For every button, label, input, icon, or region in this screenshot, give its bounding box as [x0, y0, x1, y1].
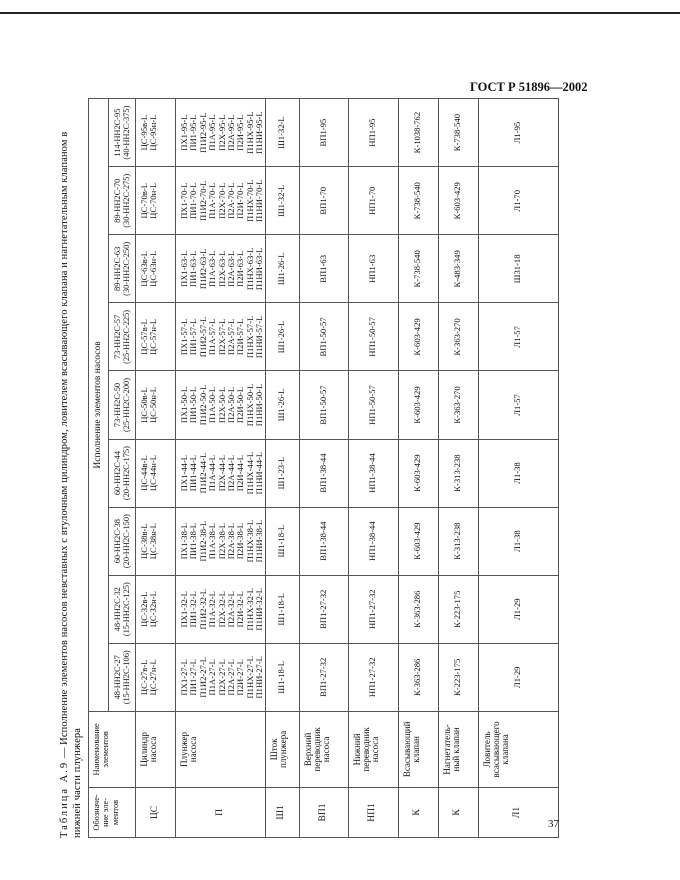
element-code: К [438, 787, 478, 837]
element-code: Ш1 [265, 787, 299, 837]
element-value: НП1-38-44 [348, 439, 398, 507]
elements-table [88, 98, 559, 838]
element-value: К-603-429 [398, 371, 438, 439]
variant-header: 60-НН2С-38 (20-НН2С-150) [109, 507, 136, 575]
element-value: К-363-286 [398, 575, 438, 643]
variant-header: 60-НН2С-44 (20-НН2С-175) [109, 439, 136, 507]
element-value: ЦС-95в-L ЦС-95н-L [136, 99, 176, 167]
element-value: ПХ1-32-L ПИ1-32-L П1И2-32-L П1А-32-L П2Х-32-L П2А-32-L П2И-32-L П1НХ-32-L П1НИ-32-L [176, 575, 266, 643]
element-value: К-603-429 [438, 167, 478, 235]
element-code: К [398, 787, 438, 837]
element-value: ПХ1-44-L ПИ1-44-L П1И2-44-L П1А-44-L П2Х-44-L П2А-44-L П2И-44-L П1НХ-44-L П1НИ-44-L [176, 439, 266, 507]
element-value: ЦС-44в-L ЦС-44н-L [136, 439, 176, 507]
element-value: ЦС-63в-L ЦС-63н-L [136, 235, 176, 303]
element-value: ЦС-70в-L ЦС-70н-L [136, 167, 176, 235]
element-value: Л1-70 [478, 167, 558, 235]
element-value: Ш1-18-L [265, 575, 299, 643]
table-caption-line2: нижней части плунжера [72, 728, 83, 838]
element-value: К-738-540 [398, 167, 438, 235]
element-value: ВП1-27-32 [299, 575, 348, 643]
table-row [398, 99, 438, 838]
variant-header: 73-НН2С-57 (25-НН2С-225) [109, 303, 136, 371]
element-value: ВП1-63 [299, 235, 348, 303]
header-rule [0, 12, 680, 14]
element-value: Ш1-23-L [265, 439, 299, 507]
table-title [58, 93, 88, 838]
element-value: К-313-238 [438, 439, 478, 507]
element-value: Ш1-26-L [265, 303, 299, 371]
element-value: НП1-38-44 [348, 507, 398, 575]
element-name: Ловитель всасывающего клапана [478, 711, 558, 787]
element-code: Л1 [478, 787, 558, 837]
variant-header: 89-НН2С-70 (30-НН2С-275) [109, 167, 136, 235]
element-value: ВП1-50-57 [299, 371, 348, 439]
element-value: К-603-429 [398, 507, 438, 575]
element-value: НП1-70 [348, 167, 398, 235]
table-row [176, 99, 266, 838]
element-value: ПХ1-57-L ПИ1-57-L П1И2-57-L П1А-57-L П2Х-57-L П2А-57-L П2И-57-L П1НХ-57-L П1НИ-57-L [176, 303, 266, 371]
element-value: Л1-95 [478, 99, 558, 167]
element-name: Шток плунжера [265, 711, 299, 787]
element-value: Ш1-32-L [265, 99, 299, 167]
element-name: Верхний переводник насоса [299, 711, 348, 787]
table-caption: — Исполнение элементов насосов невставных с втулочным цилиндром, ловителем всасывающего клапана и нагнетательным клапаном в [59, 131, 70, 761]
page-number: 37 [548, 818, 559, 830]
element-value: К-1038-762 [398, 99, 438, 167]
element-value: ЦС-32в-L ЦС-32н-L [136, 575, 176, 643]
header-row [89, 99, 109, 838]
rotated-table-block [58, 93, 558, 838]
element-value: ЦС-38в-L ЦС-38н-L [136, 507, 176, 575]
element-value: Л1-38 [478, 439, 558, 507]
element-value: ВП1-38-44 [299, 439, 348, 507]
element-value: ПХ1-50-L ПИ1-50-L П1И2-50-L П1А-50-L П2Х-50-L П2А-50-L П2И-50-L П1НХ-50-L П1НИ-50-L [176, 371, 266, 439]
element-value: К-363-270 [438, 371, 478, 439]
element-value: Ш1-18-L [265, 507, 299, 575]
element-value: НП1-50-57 [348, 303, 398, 371]
name-header: Наименование элементов [89, 711, 136, 787]
element-value: К-738-540 [398, 235, 438, 303]
element-value: НП1-50-57 [348, 371, 398, 439]
element-value: ВП1-70 [299, 167, 348, 235]
element-value: Л1-29 [478, 643, 558, 711]
element-code: П [176, 787, 266, 837]
element-value: Л1-57 [478, 371, 558, 439]
element-value: НП1-63 [348, 235, 398, 303]
element-value: Ш1-26-L [265, 235, 299, 303]
element-value: ПХ1-27-L ПИ1-27-L П1И2-27-L П1А-27-L П2Х-27-L П2А-27-L П2И-27-L П1НХ-27-L П1НИ-27-L [176, 643, 266, 711]
table-label: Таблица А.9 [59, 760, 70, 838]
element-value: К-738-540 [438, 99, 478, 167]
element-value: ПХ1-63-L ПИ1-63-L П1И2-63-L П1А-63-L П2Х-63-L П2А-63-L П2И-63-L П1НХ-63-L П1НИ-63-L [176, 235, 266, 303]
element-value: Л1-38 [478, 507, 558, 575]
element-name: Всасывающий клапан [398, 711, 438, 787]
designation-header: Обозначе- ние эле- ментов [89, 787, 136, 837]
element-value: Ш1-18-L [265, 643, 299, 711]
variant-header: 48-НН2С-27 (15-НН2С-106) [109, 643, 136, 711]
table-row [299, 99, 348, 838]
element-name: Плунжер насоса [176, 711, 266, 787]
variants-group-header: Исполнение элементов насосов [89, 99, 109, 712]
element-value: НП1-27-32 [348, 643, 398, 711]
element-value: Л1-29 [478, 575, 558, 643]
element-value: НП1-27-32 [348, 575, 398, 643]
element-value: К-363-286 [398, 643, 438, 711]
element-value: ЦС-27в-L ЦС-27н-L [136, 643, 176, 711]
element-name: Нижний переводник насоса [348, 711, 398, 787]
table-row [348, 99, 398, 838]
table-row [438, 99, 478, 838]
element-value: К-313-238 [438, 507, 478, 575]
table-row [265, 99, 299, 838]
element-value: К-223-175 [438, 643, 478, 711]
element-value: НП1-95 [348, 99, 398, 167]
element-value: ВП1-38-44 [299, 507, 348, 575]
element-value: ПХ1-38-L ПИ1-38-L П1И2-38-L П1А-38-L П2Х-38-L П2А-38-L П2И-38-L П1НХ-38-L П1НИ-38-L [176, 507, 266, 575]
element-value: К-483-349 [438, 235, 478, 303]
element-code: ВП1 [299, 787, 348, 837]
element-code: НП1 [348, 787, 398, 837]
element-value: К-223-175 [438, 575, 478, 643]
variant-header: 73-НН2С-50 (25-НН2С-200) [109, 371, 136, 439]
element-value: К-603-429 [398, 303, 438, 371]
element-value: Ш31-18 [478, 235, 558, 303]
element-value: ВП1-95 [299, 99, 348, 167]
table-row [478, 99, 558, 838]
variant-header: 48-НН2С-32 (15-НН2С-125) [109, 575, 136, 643]
element-value: К-603-429 [398, 439, 438, 507]
table-row [136, 99, 176, 838]
variant-header: 114-НН2С-95 (40-НН2С-375) [109, 99, 136, 167]
element-value: Л1-57 [478, 303, 558, 371]
element-value: Ш1-32-L [265, 167, 299, 235]
variant-header: 89-НН2С-63 (30-НН2С-250) [109, 235, 136, 303]
element-value: ПХ1-95-L ПИ1-95-L П1И2-95-L П1А-95-L П2Х-95-L П2А-95-L П2И-95-L П1НХ-95-L П1НИ-95-L [176, 99, 266, 167]
standard-number: ГОСТ Р 51896—2002 [470, 80, 588, 94]
element-name: Нагнетатель- ный клапан [438, 711, 478, 787]
element-value: ВП1-27-32 [299, 643, 348, 711]
element-value: ЦС-50в-L ЦС-50н-L [136, 371, 176, 439]
element-value: ВП1-50-57 [299, 303, 348, 371]
element-code: ЦС [136, 787, 176, 837]
element-value: Ш1-26-L [265, 371, 299, 439]
element-value: К-363-270 [438, 303, 478, 371]
element-value: ПХ1-70-L ПИ1-70-L П1И2-70-L П1А-70-L П2Х-70-L П2А-70-L П2И-70-L П1НХ-70-L П1НИ-70-L [176, 167, 266, 235]
element-name: Цилиндр насоса [136, 711, 176, 787]
element-value: ЦС-57в-L ЦС-57н-L [136, 303, 176, 371]
